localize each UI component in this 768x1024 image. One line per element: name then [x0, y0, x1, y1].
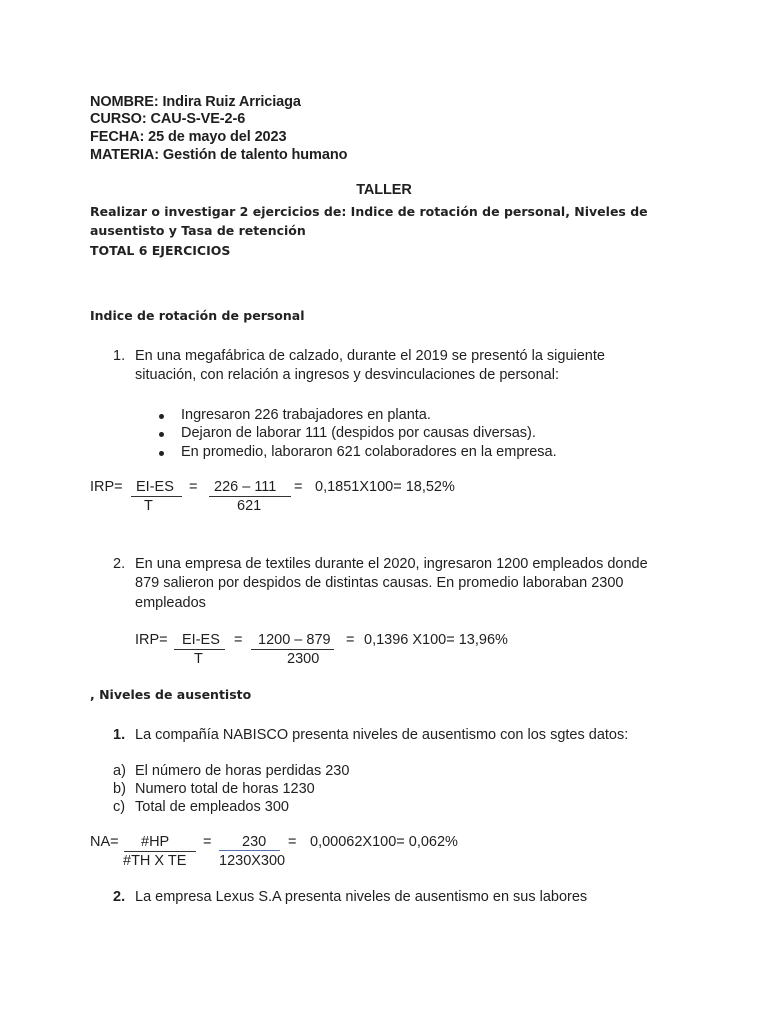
- formula-numerator: 1200 – 879: [258, 632, 331, 648]
- formula-equals: =: [288, 834, 297, 850]
- list-item: El número de horas perdidas 230: [135, 763, 350, 779]
- fraction-bar: [219, 850, 280, 851]
- instruction-line-2: ausentisto y Tasa de retención: [90, 223, 306, 238]
- exercise-number: 1.: [113, 727, 126, 743]
- bullet-icon: [159, 451, 164, 456]
- exercise-number: 2.: [113, 556, 126, 572]
- list-item: Total de empleados 300: [135, 799, 289, 815]
- date: FECHA: 25 de mayo del 2023: [90, 129, 287, 145]
- formula-denominator: 1230X300: [219, 853, 286, 869]
- formula-denominator: T: [144, 498, 153, 514]
- list-item: Numero total de horas 1230: [135, 781, 315, 797]
- formula-label: IRP=: [135, 632, 168, 648]
- list-marker: b): [113, 781, 126, 797]
- formula-denominator: 621: [237, 498, 262, 514]
- exercise-text-line: 879 salieron por despidos de distintas causas. En promedio laboraban 2300: [135, 575, 624, 591]
- exercise-text-line: En una empresa de textiles durante el 2020, ingresaron 1200 empleados donde: [135, 556, 648, 572]
- list-item: Dejaron de laborar 111 (despidos por causas diversas).: [181, 425, 536, 441]
- list-item: Ingresaron 226 trabajadores en planta.: [181, 407, 431, 423]
- formula-denominator: T: [194, 651, 203, 667]
- formula-equals: =: [234, 632, 243, 648]
- bullet-icon: [159, 432, 164, 437]
- fraction-bar: [124, 851, 196, 852]
- list-item: En promedio, laboraron 621 colaboradores en la empresa.: [181, 444, 557, 460]
- exercise-text-line: La empresa Lexus S.A presenta niveles de ausentismo en sus labores: [135, 889, 588, 905]
- list-marker: a): [113, 763, 126, 779]
- exercise-number: 2.: [113, 889, 126, 905]
- formula-numerator: 226 – 111: [214, 479, 277, 495]
- student-name: NOMBRE: Indira Ruiz Arriciaga: [90, 94, 301, 110]
- formula-label: IRP=: [90, 479, 123, 495]
- section-heading-absenteeism: , Niveles de ausentisto: [90, 687, 252, 702]
- exercise-text-line: situación, con relación a ingresos y desvinculaciones de personal:: [135, 367, 559, 383]
- exercise-text-line: empleados: [135, 595, 206, 611]
- exercise-number: 1.: [113, 348, 126, 364]
- subject: MATERIA: Gestión de talento humano: [90, 147, 348, 163]
- page-title: TALLER: [356, 182, 412, 198]
- fraction-bar: [209, 496, 291, 497]
- formula-result: 0,00062X100= 0,062%: [310, 834, 458, 850]
- formula-denominator: #TH X TE: [123, 853, 187, 869]
- total-exercises: TOTAL 6 EJERCICIOS: [90, 243, 231, 258]
- formula-result: 0,1396 X100= 13,96%: [364, 632, 508, 648]
- formula-equals: =: [189, 479, 198, 495]
- formula-denominator: 2300: [287, 651, 320, 667]
- fraction-bar: [131, 496, 182, 497]
- formula-label: NA=: [90, 834, 119, 850]
- formula-equals: =: [346, 632, 355, 648]
- formula-numerator: EI-ES: [182, 632, 220, 648]
- bullet-icon: [159, 414, 164, 419]
- fraction-bar: [174, 649, 225, 650]
- exercise-text-line: En una megafábrica de calzado, durante el 2019 se presentó la siguiente: [135, 348, 605, 364]
- formula-numerator: EI-ES: [136, 479, 174, 495]
- course-code: CURSO: CAU-S-VE-2-6: [90, 111, 246, 127]
- section-heading-rotation: Indice de rotación de personal: [90, 308, 305, 323]
- exercise-text-line: La compañía NABISCO presenta niveles de ausentismo con los sgtes datos:: [135, 727, 629, 743]
- formula-numerator: #HP: [141, 834, 170, 850]
- instruction-line-1: Realizar o investigar 2 ejercicios de: Indice de rotación de personal, Niveles de: [90, 204, 648, 219]
- formula-result: 0,1851X100= 18,52%: [315, 479, 455, 495]
- formula-equals: =: [294, 479, 303, 495]
- list-marker: c): [113, 799, 126, 815]
- fraction-bar: [251, 649, 334, 650]
- formula-numerator: 230: [242, 834, 267, 850]
- formula-equals: =: [203, 834, 212, 850]
